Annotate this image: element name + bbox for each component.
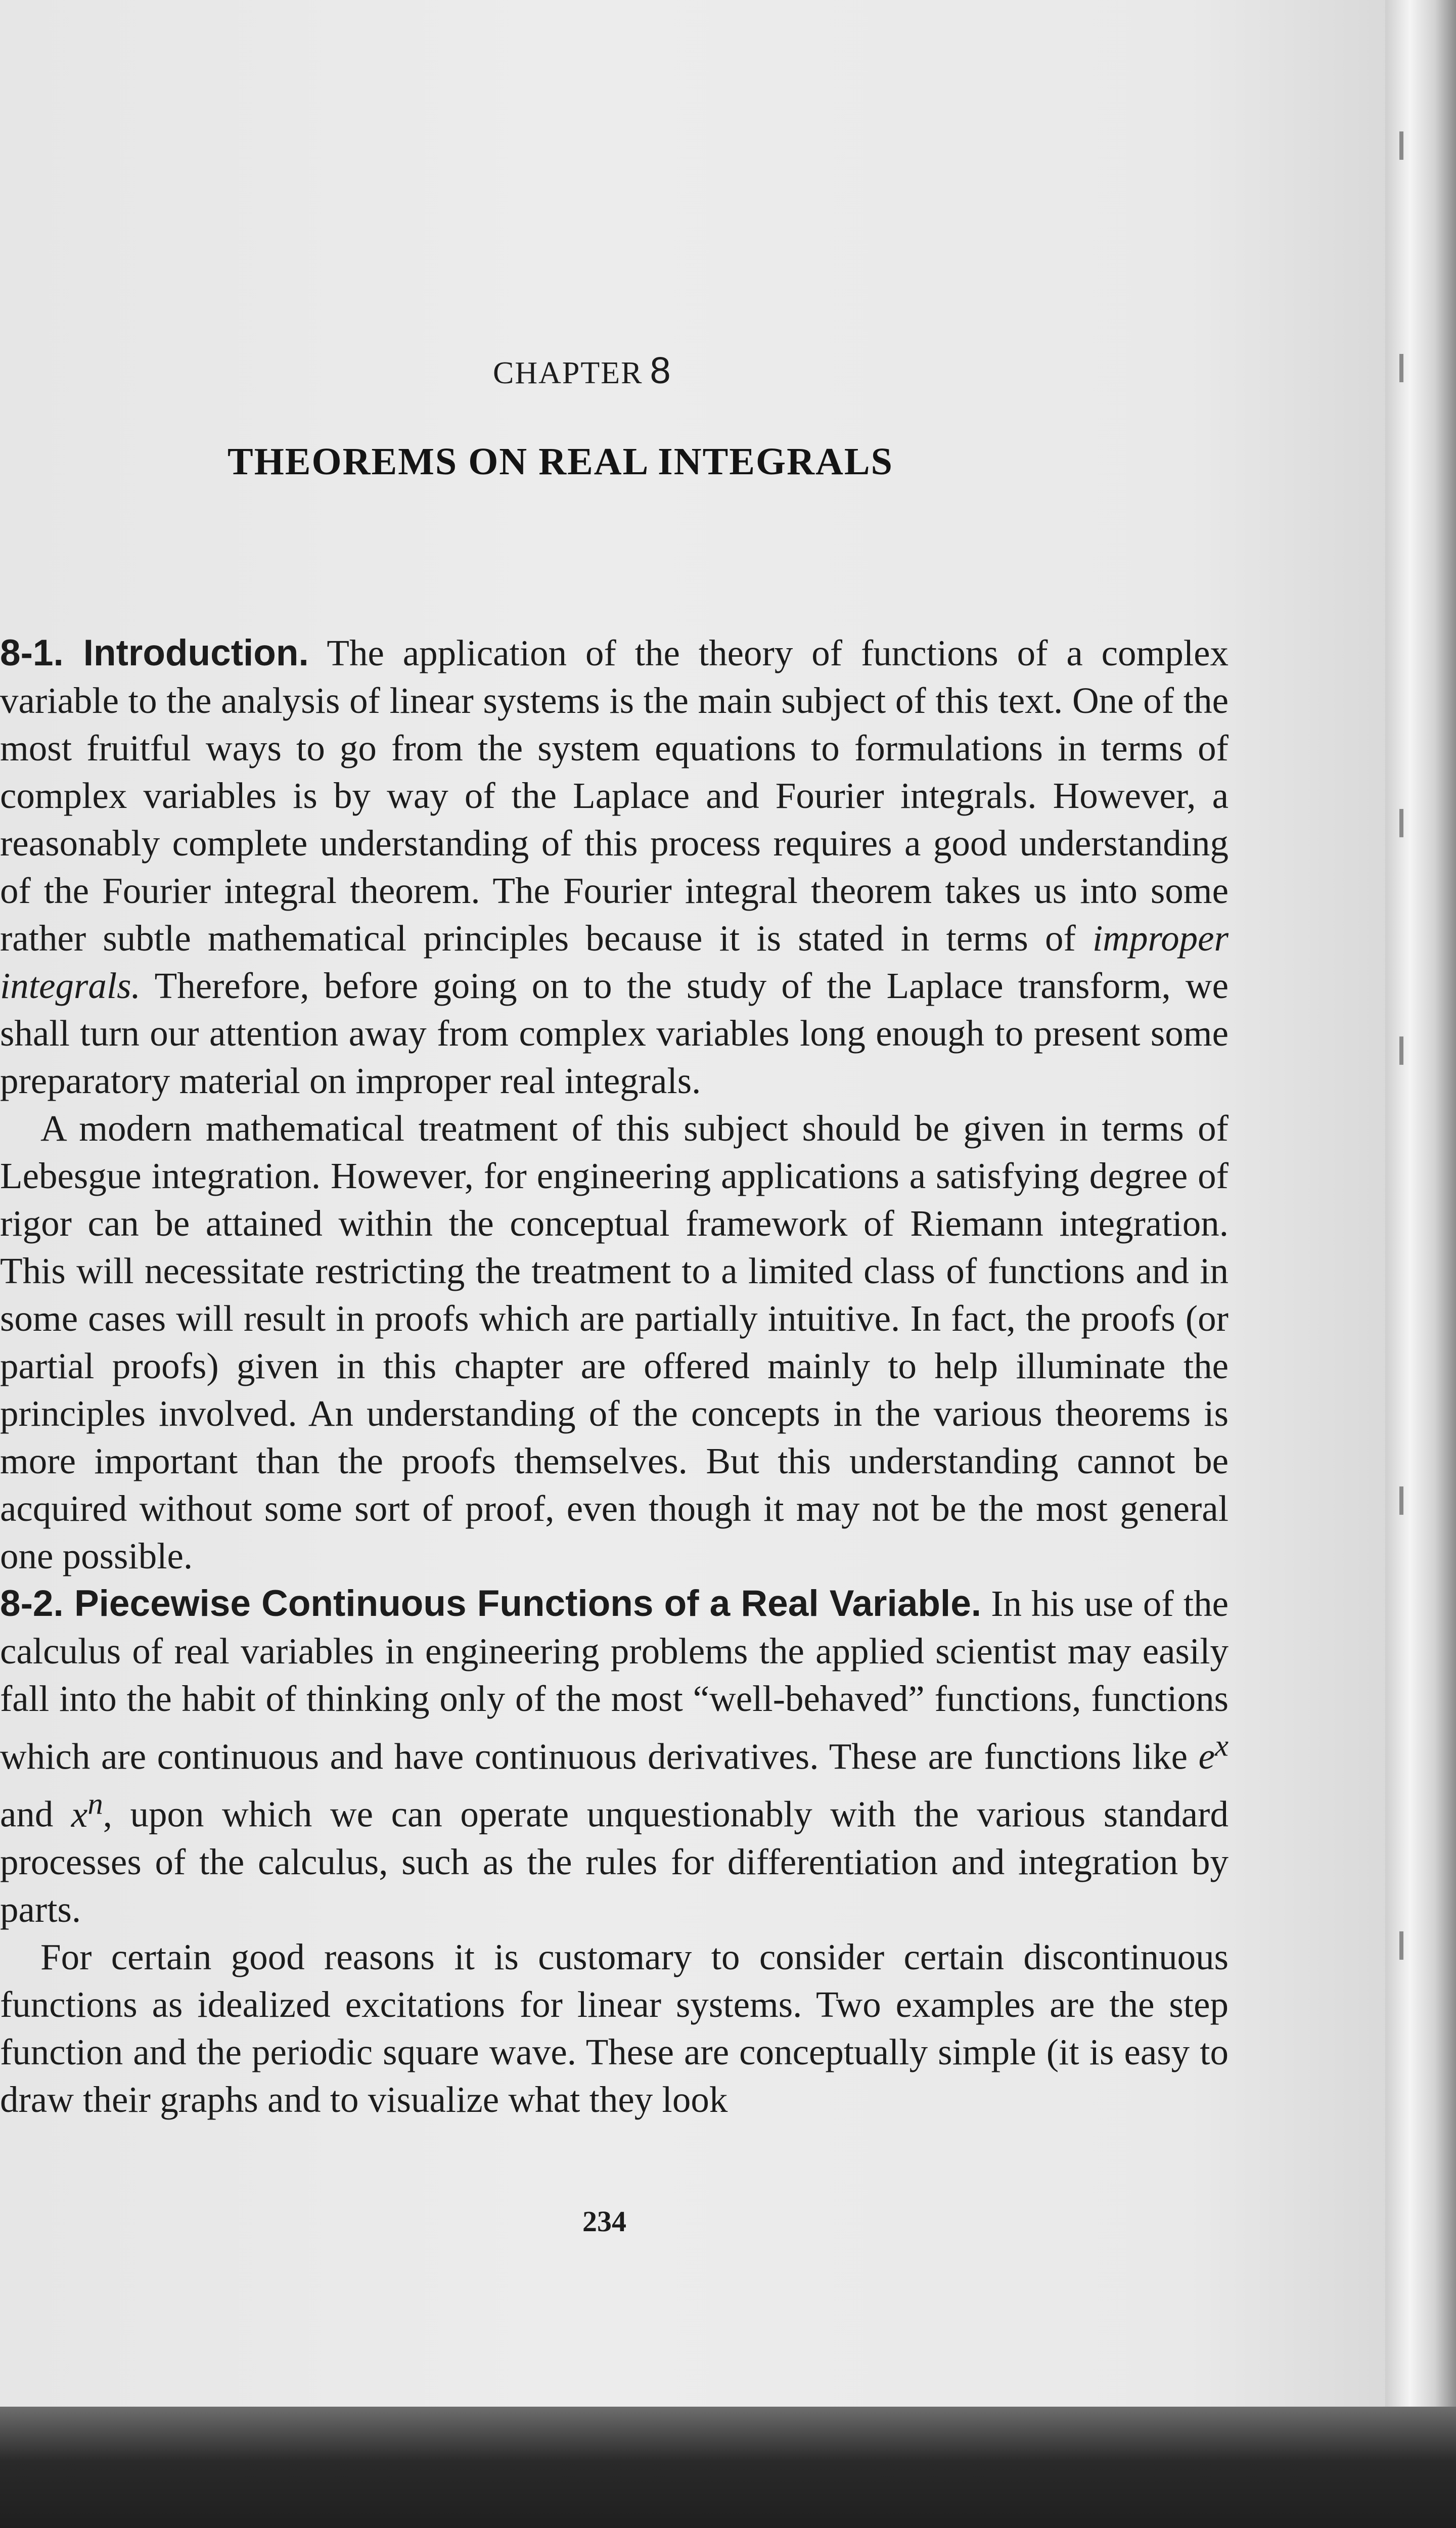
body-text — [0, 629, 1228, 2124]
section-heading: 8-1. Introduction. — [0, 633, 309, 673]
binding-thread — [1399, 131, 1403, 160]
book-spine — [1385, 0, 1456, 2417]
paragraph-text: Therefore, before going on to the study of the Laplace transform, we shall turn our attention away from complex variables long enough to present some preparatory material on improper real integrals. — [0, 965, 1228, 1101]
binding-thread — [1399, 354, 1403, 382]
emphasis-text: improper integrals. — [0, 918, 1228, 1006]
binding-thread — [1399, 1036, 1403, 1065]
paragraph: For certain good reasons it is customary to consider certain discontinuous functions as idealized excitations for linear systems. Two examples are the step function and the periodic square wave. These are conceptually simple (it is easy to draw their graphs and to visualize what they look — [0, 1936, 1228, 2120]
chapter-label: CHAPTER — [493, 356, 643, 390]
section-heading: 8-2. Piecewise Continuous Functions of a Real Variable. — [0, 1583, 982, 1624]
math-exp: $e^x$ — [1198, 1729, 1229, 1777]
binding-thread — [1399, 809, 1403, 837]
paragraph — [0, 1580, 1228, 1933]
paragraph-text: The application of the theory of functions of a complex variable to the analysis of linear systems is the main subject of this text. One of the most fruitful ways to go from the system equations to formulations in terms of complex variables is by way of the Laplace and Fourier integrals. However, a reasonably complete understanding of this process requires a good understanding of the Fourier integral theorem. The Fourier integral theorem takes us into some rather subtle mathematical principles because it is stated in terms of — [0, 633, 1229, 959]
paragraph-text: In his use of the calculus of real variables in engineering problems the applied scientist may easily fall into the habit of thinking only of the most “well-behaved” functions, functions which are continuous and have continuous derivatives. These are functions like — [0, 1583, 1228, 1777]
math-power: $x^n$ — [71, 1787, 103, 1835]
paragraph-text: and — [0, 1793, 54, 1835]
chapter-heading — [493, 349, 672, 392]
binding-thread — [1399, 1486, 1403, 1515]
chapter-number: 8 — [650, 349, 672, 391]
binding-thread — [1399, 1931, 1403, 1960]
paragraph-text: , upon which we can operate unquestionably with the various standard processes of the calculus, such as the rules for differentiation and integration by parts. — [0, 1793, 1228, 1930]
paragraph — [0, 629, 1228, 1105]
paragraph: A modern mathematical treatment of this subject should be given in terms of Lebesgue integration. However, for engineering applications a satisfying degree of rigor can be attained within the conceptual framework of Riemann integration. This will necessitate restricting the treatment to a limited class of functions and in some cases will result in proofs which are partially intuitive. In fact, the proofs (or partial proofs) given in this chapter are offered mainly to help illuminate the principles involved. An understanding of the concepts in the various theorems is more important than the proofs themselves. But this understanding cannot be acquired without some sort of proof, even though it may not be the most general one possible. — [0, 1108, 1228, 1576]
chapter-title: THEOREMS ON REAL INTEGRALS — [228, 440, 893, 483]
page-number: 234 — [582, 2205, 626, 2238]
page-shadow — [0, 2407, 1456, 2528]
